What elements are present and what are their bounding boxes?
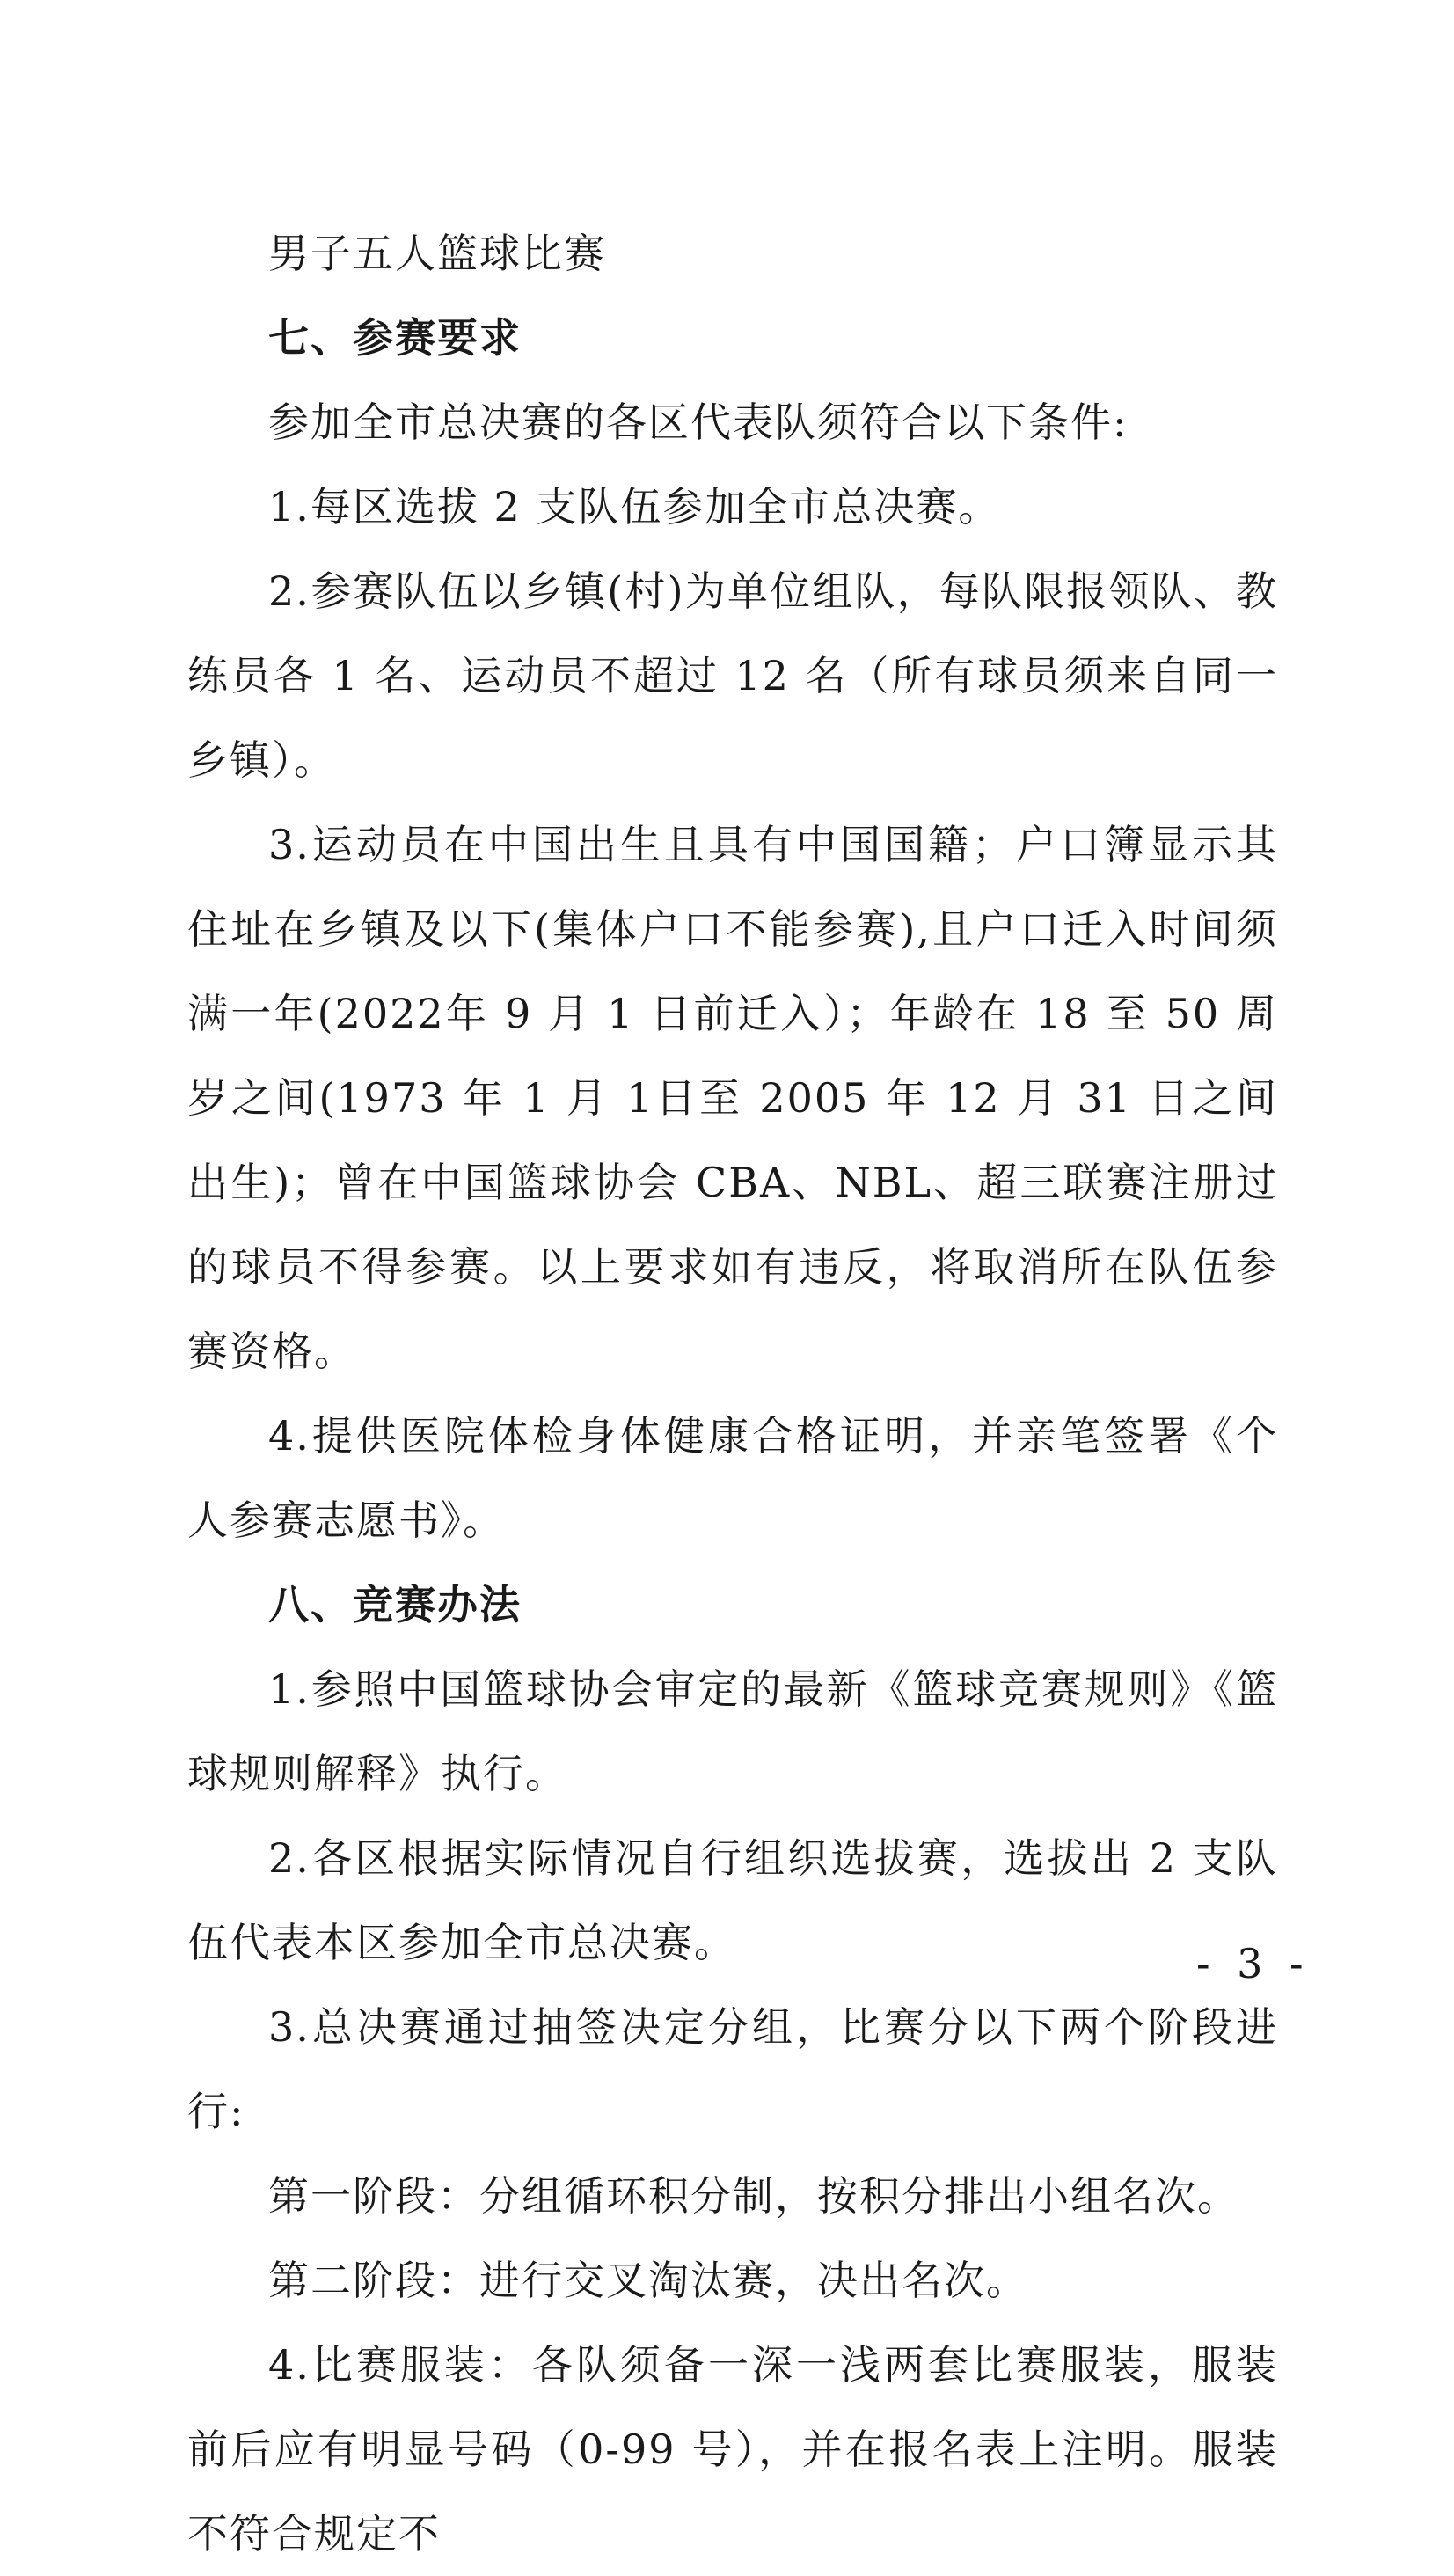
page-number: - 3 - bbox=[1196, 1940, 1311, 1987]
paragraph-method-4: 4.比赛服装：各队须备一深一浅两套比赛服装，服装前后应有明显号码（0-99 号），并在报名表上注明。服装不符合规定不 bbox=[187, 2341, 1278, 2558]
paragraph-method-2: 2.各区根据实际情况自行组织选拔赛，选拔出 2 支队伍代表本区参加全市总决赛。 bbox=[187, 1834, 1278, 1966]
paragraph-requirement-2: 2.参赛队伍以乡镇(村)为单位组队，每队限报领队、教练员各 1 名、运动员不超过 12 名（所有球员须来自同一乡镇）。 bbox=[187, 567, 1278, 784]
paragraph-method-1: 1.参照中国篮球协会审定的最新《篮球竞赛规则》《篮球规则解释》执行。 bbox=[187, 1665, 1278, 1797]
section-heading-competition-method: 八、竞赛办法 bbox=[268, 1581, 522, 1628]
paragraph-event-title: 男子五人篮球比赛 bbox=[268, 230, 606, 277]
paragraph-requirement-4: 4.提供医院体检身体健康合格证明，并亲笔签署《个人参赛志愿书》。 bbox=[187, 1412, 1278, 1544]
section-heading-requirements: 七、参赛要求 bbox=[268, 314, 522, 362]
paragraph-requirement-3: 3.运动员在中国出生且具有中国国籍；户口簿显示其住址在乡镇及以下(集体户口不能参赛),且户口迁入时间须满一年(2022年 9 月 1 日前迁入）；年龄在 18 至 50 周岁之间(1973 年 1 月 1日至 2005 年 12 月 31 日之间出生)；曾在中国篮球协会 CBA、NBL、超三联赛注册过的球员不得参赛。以上要求如有违反，将取消所在队伍参赛资格。 bbox=[187, 821, 1278, 1375]
paragraph-requirements-intro: 参加全市总决赛的各区代表队须符合以下条件: bbox=[268, 399, 1129, 446]
document-body bbox=[187, 211, 1278, 2576]
paragraph-requirement-1: 1.每区选拔 2 支队伍参加全市总决赛。 bbox=[268, 483, 1001, 531]
paragraph-stage-1: 第一阶段：分组循环积分制，按积分排出小组名次。 bbox=[268, 2172, 1239, 2220]
paragraph-stage-2: 第二阶段：进行交叉淘汰赛，决出名次。 bbox=[268, 2257, 1028, 2304]
paragraph-method-3: 3.总决赛通过抽签决定分组，比赛分以下两个阶段进行: bbox=[187, 2003, 1278, 2135]
